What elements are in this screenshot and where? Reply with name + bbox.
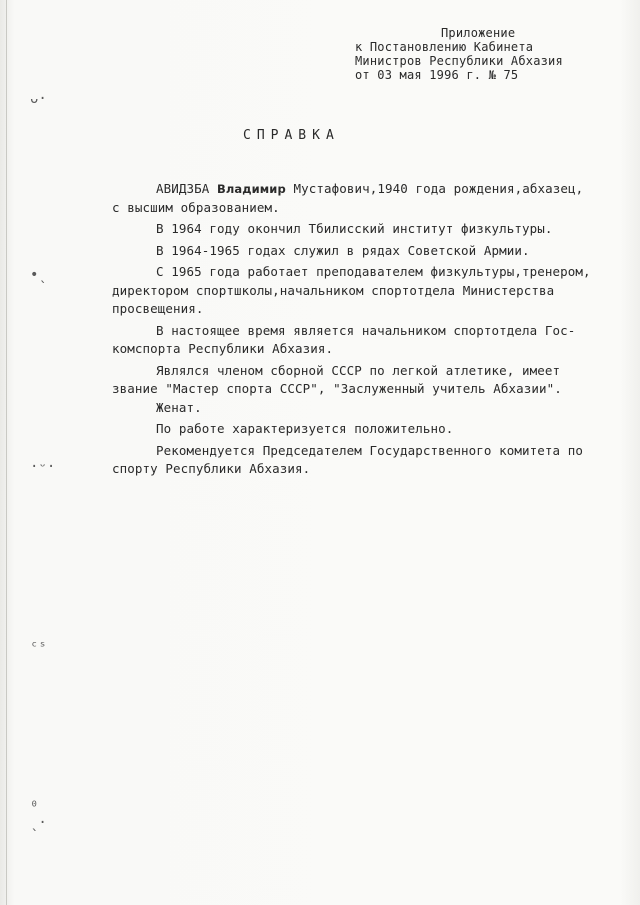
paragraph-text: Мустафович,1940 года рождения,абхазец, — [285, 181, 584, 196]
document-title: СПРАВКА — [243, 128, 340, 143]
paragraph-text: с высшим образованием. — [112, 199, 280, 215]
paragraph-identity — [112, 180, 612, 199]
paragraph-text: комспорта Республики Абхазия. — [112, 341, 334, 356]
appendix-line: к Постановлению Кабинета — [355, 40, 534, 54]
surname: АВИДЗБА — [156, 181, 218, 196]
appendix-header — [355, 26, 625, 82]
paragraph-military: В 1964-1965 годах служил в рядах Советской Армии. — [156, 242, 530, 258]
page-edge-line — [6, 0, 7, 905]
paragraph-text: звание "Мастер спорта СССР", "Заслуженный учитель Абхазии". — [112, 381, 562, 396]
paragraph-education: В 1964 году окончил Тбилисский институт физкультуры. — [156, 221, 553, 236]
hole-punch-mark: ᶜˢ — [30, 639, 47, 655]
appendix-date-line: от 03 мая 1996 г. № 75 — [355, 68, 519, 82]
paragraph-recommendation: Рекомендуется Председателем Государственного комитета по — [156, 442, 584, 458]
paragraph-characterization: По работе характеризуется положительно. — [156, 421, 454, 436]
document-body — [112, 180, 612, 479]
paragraph-text: директором спортшколы,начальником спортотдела Министерства — [112, 282, 555, 298]
paragraph-text: спорту Республики Абхазия. — [112, 461, 311, 476]
appendix-line: Министров Республики Абхазия — [355, 54, 563, 68]
paragraph-marital-status: Женат. — [156, 399, 202, 415]
hole-punch-mark: ᴗ· — [30, 91, 47, 107]
hole-punch-mark: ˎ· — [30, 815, 47, 831]
paragraph-achievements: Являлся членом сборной СССР по легкой атлетике, имеет — [156, 362, 561, 378]
paragraph-career: С 1965 года работает преподавателем физкультуры,тренером, — [156, 264, 591, 279]
paragraph-current-position: В настоящее время является начальником спортотдела Гос- — [156, 322, 576, 338]
hole-punch-mark: •ˎ — [30, 267, 47, 283]
paragraph-text: просвещения. — [112, 301, 204, 316]
appendix-title: Приложение — [441, 26, 516, 40]
hole-punch-mark: ⁰ — [30, 799, 39, 815]
handwritten-first-name: Владимир — [217, 182, 286, 196]
hole-punch-mark: ·ᵕ· — [30, 459, 56, 475]
